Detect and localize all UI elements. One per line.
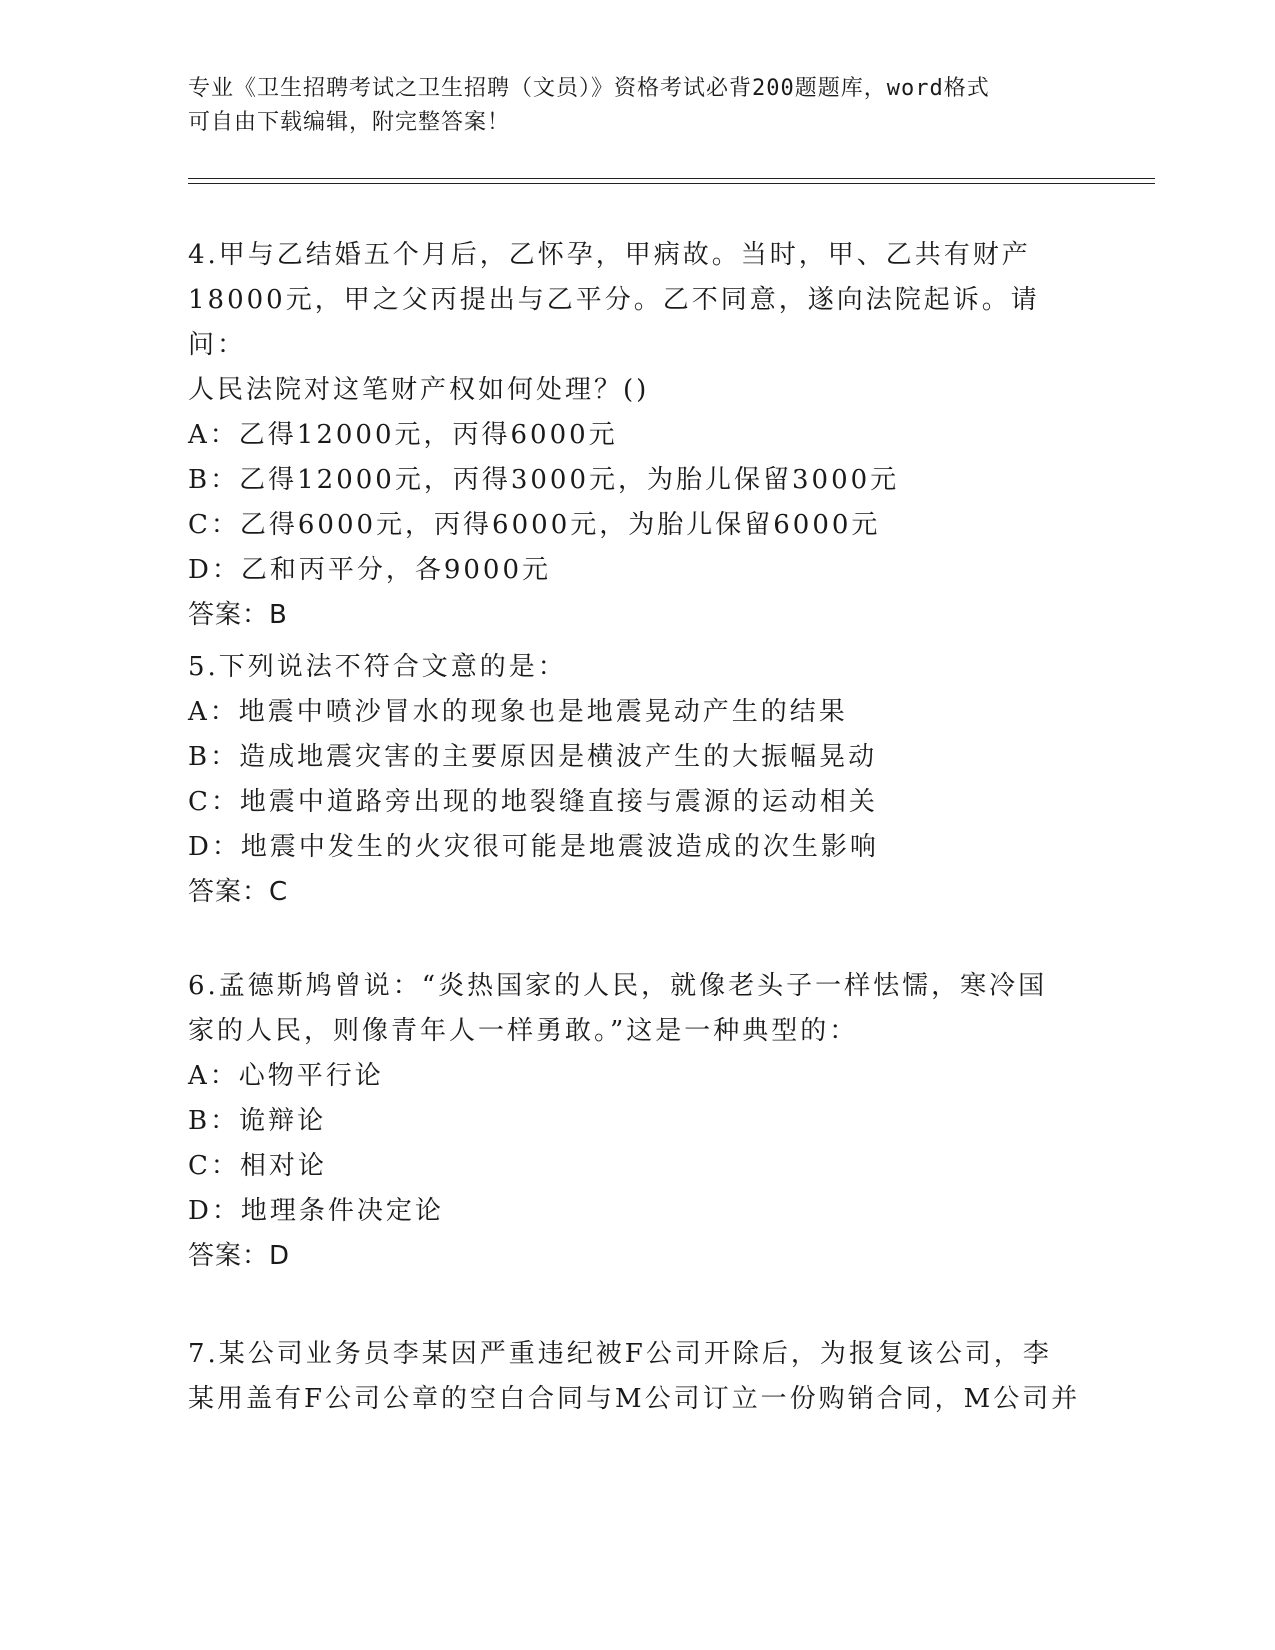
option-a: A：地震中喷沙冒水的现象也是地震晃动产生的结果 (188, 697, 848, 727)
option-d: D：地震中发生的火灾很可能是地震波造成的次生影响 (188, 832, 879, 862)
question-7 (188, 1332, 1088, 1422)
option-b: B：乙得12000元，丙得3000元，为胎儿保留3000元 (188, 465, 900, 495)
option-c: C：乙得6000元，丙得6000元，为胎儿保留6000元 (188, 510, 881, 540)
option-b: B：诡辩论 (188, 1106, 327, 1136)
question-stem-line: 家的人民，则像青年人一样勇敢。”这是一种典型的： (188, 1016, 859, 1046)
header-line-1: 专业《卫生招聘考试之卫生招聘（文员）》资格考试必背200题题库，word格式 (188, 76, 990, 101)
document-header (188, 72, 1088, 140)
question-stem-line: 7.某公司业务员李某因严重违纪被F公司开除后，为报复该公司，李 (188, 1339, 1052, 1369)
question-stem-line: 4.甲与乙结婚五个月后，乙怀孕，甲病故。当时，甲、乙共有财产 (188, 240, 1031, 270)
option-a: A：心物平行论 (188, 1061, 384, 1091)
option-c: C：地震中道路旁出现的地裂缝直接与震源的运动相关 (188, 787, 878, 817)
option-a: A：乙得12000元，丙得6000元 (188, 420, 618, 450)
question-stem-line: 18000元，甲之父丙提出与乙平分。乙不同意，遂向法院起诉。请问： (188, 285, 1040, 360)
answer-line: 答案：D (188, 1241, 291, 1271)
option-d: D：乙和丙平分，各9000元 (188, 555, 552, 585)
question-stem-line: 5.下列说法不符合文意的是： (188, 652, 567, 682)
question-stem-line: 人民法院对这笔财产权如何处理？() (188, 375, 650, 405)
answer-line: 答案：C (188, 877, 289, 907)
answer-line: 答案：B (188, 600, 288, 630)
question-stem-line: 6.孟德斯鸠曾说：“炎热国家的人民，就像老头子一样怯懦，寒冷国 (188, 971, 1048, 1001)
option-c: C：相对论 (188, 1151, 327, 1181)
question-4 (188, 233, 1088, 638)
header-divider-top (188, 178, 1155, 179)
question-6 (188, 964, 1088, 1279)
question-stem-line: 某用盖有F公司公章的空白合同与M公司订立一份购销合同，M公司并 (188, 1384, 1081, 1414)
option-d: D：地理条件决定论 (188, 1196, 444, 1226)
option-b: B：造成地震灾害的主要原因是横波产生的大振幅晃动 (188, 742, 878, 772)
header-divider-bottom (188, 183, 1155, 184)
header-line-2: 可自由下载编辑，附完整答案！ (188, 110, 511, 135)
question-5 (188, 645, 1088, 915)
